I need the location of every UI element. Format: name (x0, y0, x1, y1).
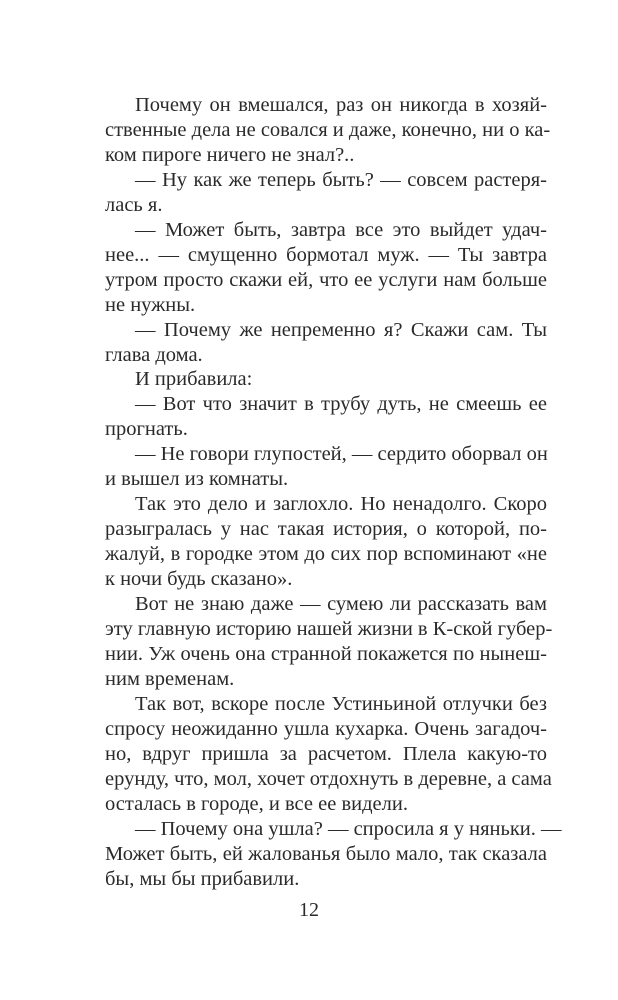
text-line: Так это дело и заглохло. Но ненадолго. Скоро (135, 493, 547, 516)
text-line: Вот не знаю даже — сумею ли рассказать вам (135, 593, 547, 616)
paragraph (105, 692, 552, 817)
text-line: глава дома. (105, 343, 203, 366)
text-line: — Ну как же теперь быть? — совсем растеря- (135, 168, 547, 191)
text-line: и вышел из комнаты. (105, 468, 289, 491)
text-line: бы, мы бы прибавили. (105, 867, 300, 890)
paragraph (105, 592, 553, 692)
paragraph (105, 367, 547, 392)
text-line: но, вдруг пришла за расчетом. Плела какую-то (105, 742, 547, 765)
paragraph (105, 318, 547, 368)
paragraph (105, 218, 547, 318)
text-line: утром просто скажи ей, что ее услуги нам больше (105, 268, 547, 291)
text-line: ним временам. (105, 667, 235, 690)
text-line: — Может быть, завтра все это выйдет удач- (135, 218, 547, 241)
paragraph (105, 817, 562, 892)
paragraph (105, 492, 547, 592)
book-text (105, 93, 562, 892)
text-line: И прибавила: (135, 368, 253, 391)
text-line: Может быть, ей жалованья было мало, так сказала (105, 842, 547, 865)
text-line: не нужны. (105, 293, 196, 316)
text-line: Почему он вмешался, раз он никогда в хозяй- (135, 94, 547, 116)
text-line: ственные дела не совался и даже, конечно, ни о ка- (105, 118, 551, 141)
text-line: — Почему же непременно я? Скажи сам. Ты (135, 318, 547, 341)
text-line: осталась в городе, и все ее видели. (105, 792, 408, 815)
text-line: спросу неожиданно ушла кухарка. Очень загадоч- (105, 717, 547, 740)
page-number: 12 (299, 899, 319, 921)
text-line: эту главную историю нашей жизни в К-ской губер- (105, 618, 553, 641)
text-line: — Вот что значит в трубу дуть, не смеешь ее (135, 393, 547, 416)
text-line: нии. Уж очень она странной покажется по нынеш- (105, 642, 547, 665)
text-line: к ночи будь сказано». (105, 568, 293, 591)
text-line: разыгралась у нас такая история, о которой, по- (105, 518, 547, 541)
text-line: ерунду, что, мол, хочет отдохнуть в деревне, а сама (105, 767, 552, 790)
text-line: ком пироге ничего не знал?.. (105, 143, 355, 166)
text-line: Так вот, вскоре после Устиньиной отлучки без (135, 692, 547, 715)
paragraph (105, 392, 547, 442)
paragraph (105, 442, 547, 492)
paragraph (105, 93, 551, 168)
text-line: лась я. (105, 193, 163, 216)
paragraph (105, 168, 547, 218)
text-line: — Почему она ушла? — спросила я у няньки. — (135, 817, 562, 840)
text-line: жалуй, в городке этом до сих пор вспоминают «не (105, 543, 547, 566)
text-line: прогнать. (105, 418, 188, 441)
text-line: — Не говори глупостей, — сердито оборвал он (135, 443, 548, 466)
text-line: нее... — смущенно бормотал муж. — Ты завтра (105, 243, 547, 266)
